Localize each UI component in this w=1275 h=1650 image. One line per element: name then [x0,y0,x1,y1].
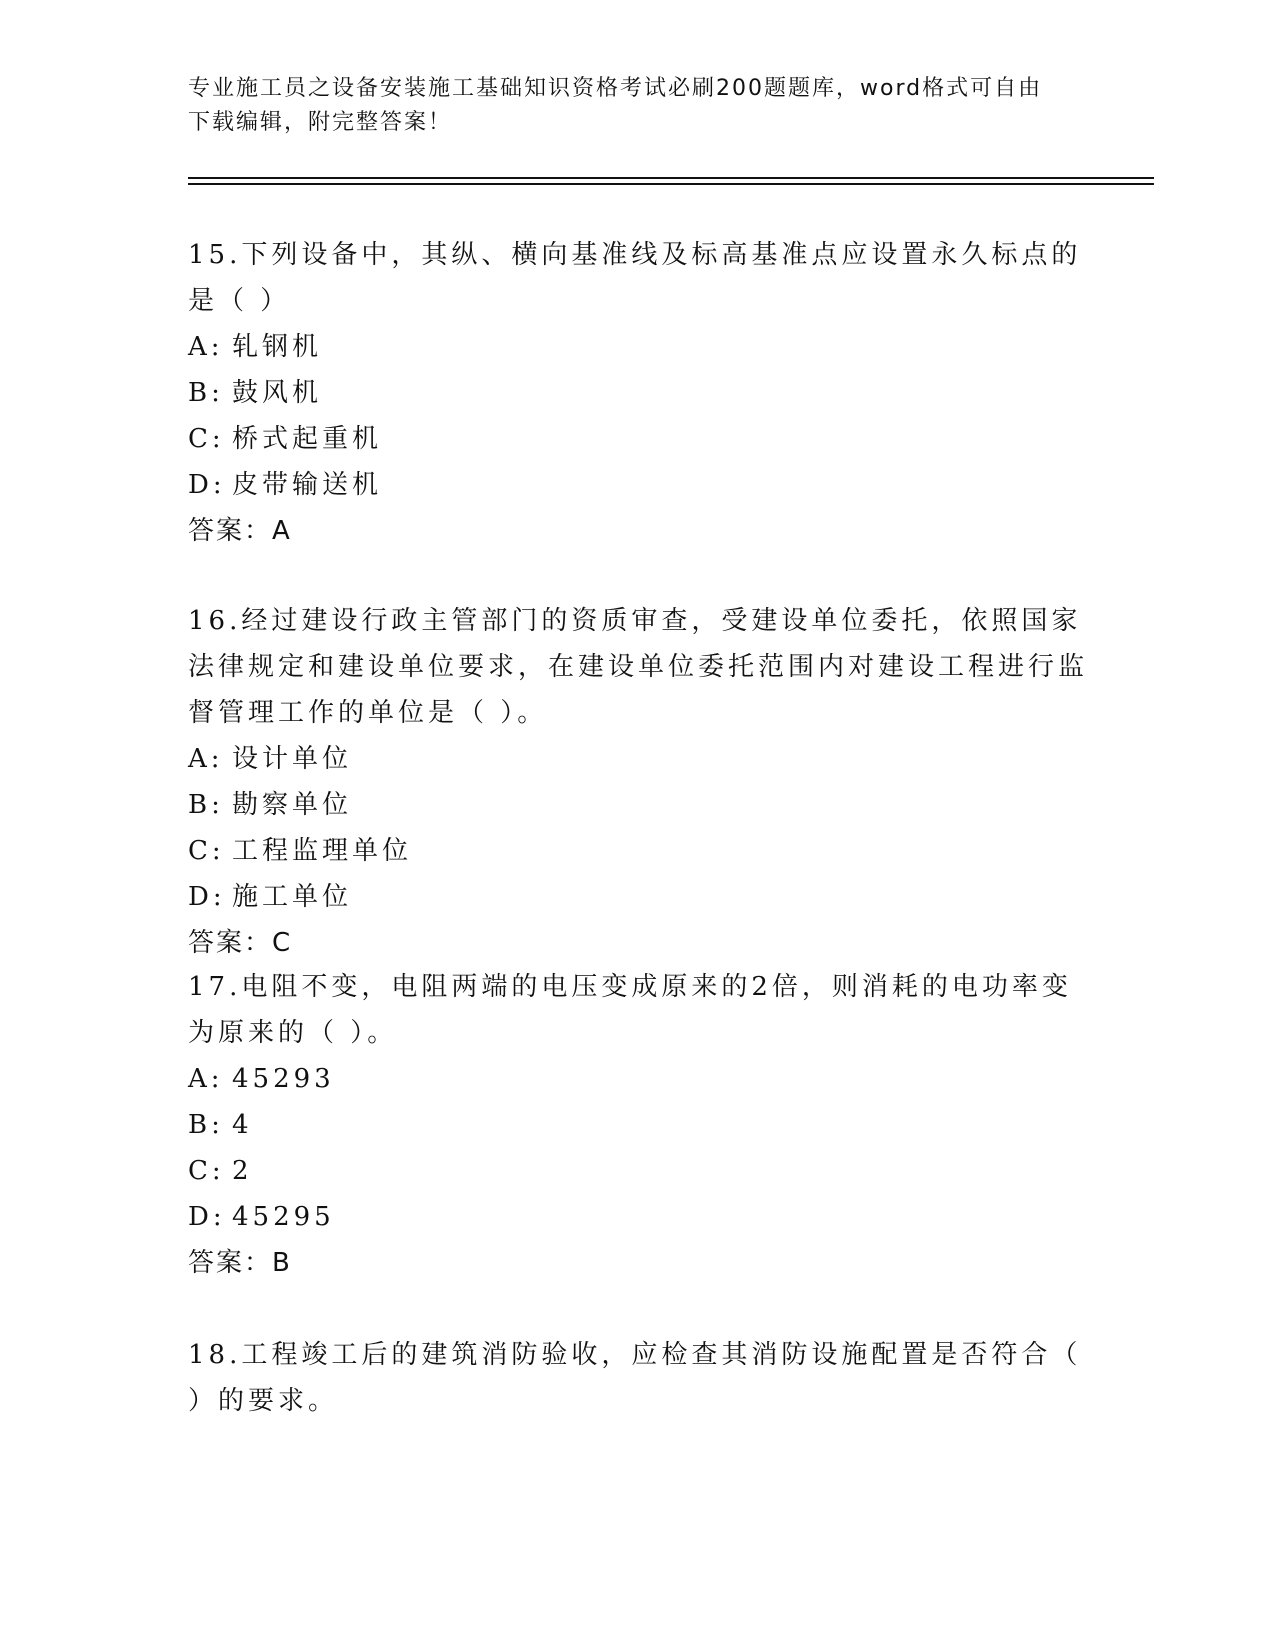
option-key: B: [188,1110,224,1140]
option-c [188,416,1088,462]
option-b [188,782,1088,828]
option-key: C: [188,1156,225,1186]
option-text: 45293 [232,1064,335,1094]
option-a [188,324,1088,370]
option-text: 45295 [232,1202,335,1232]
option-key: D: [188,470,226,500]
question-text: 17.电阻不变，电阻两端的电压变成原来的2倍，则消耗的电功率变为原来的（ ）。 [188,972,1072,1048]
option-key: B: [188,378,224,408]
question-18 [188,1332,1088,1424]
header-line-1: 专业施工员之设备安装施工基础知识资格考试必刷200题题库，word格式可自由 [188,76,1043,101]
option-key: C: [188,424,225,454]
option-text: 工程监理单位 [232,836,413,866]
header-line-2: 下载编辑，附完整答案！ [188,110,453,135]
option-text: 2 [232,1156,253,1186]
option-text: 勘察单位 [232,790,353,820]
question-text: 18.工程竣工后的建筑消防验收，应检查其消防设施配置是否符合（ ）的要求。 [188,1340,1082,1416]
option-key: B: [188,790,224,820]
option-key: A: [188,744,224,774]
option-a [188,1056,1088,1102]
option-a [188,736,1088,782]
document-header [188,72,1088,140]
question-17 [188,964,1088,1286]
answer-text: 答案：A [188,516,292,546]
option-key: A: [188,332,224,362]
option-c [188,828,1088,874]
option-c [188,1148,1088,1194]
option-key: D: [188,882,226,912]
option-key: C: [188,836,225,866]
option-d [188,874,1088,920]
header-divider-bottom [188,183,1154,185]
option-b [188,370,1088,416]
option-text: 桥式起重机 [232,424,383,454]
option-key: A: [188,1064,224,1094]
option-text: 设计单位 [232,744,353,774]
answer-text: 答案：B [188,1248,292,1278]
question-text: 16.经过建设行政主管部门的资质审查，受建设单位委托，依照国家法律规定和建设单位要求，在建设单位委托范围内对建设工程进行监督管理工作的单位是（ ）。 [188,606,1089,728]
option-d [188,462,1088,508]
question-text: 15.下列设备中，其纵、横向基准线及标高基准点应设置永久标点的是（ ） [188,240,1082,316]
question-16 [188,598,1088,966]
option-d [188,1194,1088,1240]
option-key: D: [188,1202,226,1232]
header-divider-top [188,177,1154,179]
option-text: 轧钢机 [232,332,323,362]
option-text: 施工单位 [232,882,353,912]
option-text: 皮带输送机 [232,470,383,500]
answer-text: 答案：C [188,928,293,958]
question-15 [188,232,1088,554]
option-b [188,1102,1088,1148]
option-text: 鼓风机 [232,378,323,408]
option-text: 4 [232,1110,253,1140]
